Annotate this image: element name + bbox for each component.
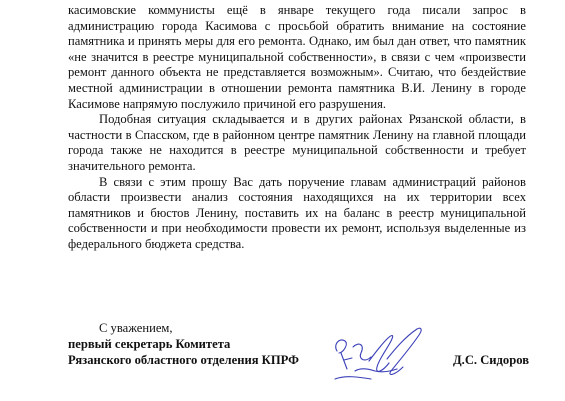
closing-regards: С уважением, [99,321,173,335]
signer-position-line-2: Рязанского областного отделения КПРФ [68,353,299,367]
signer-position-line-1: первый секретарь Комитета [68,337,231,351]
handwritten-signature [325,323,435,391]
closing-block [68,320,368,368]
paragraph-2: Подобная ситуация складывается и в других районах Рязанской области, в частности в Спасском, где в районном центре памятник Ленину на главной площади города также не находится в реестре муниципальной собственности и требует значительного ремонта. [68,112,526,173]
paragraph-3: В связи с этим прошу Вас дать поручение главам администраций районов области произвести анализ состояния находящихся на их территории всех памятников и бюстов Ленину, поставить их на баланс в реестр муниципальной собственности и при необходимости провести их ремонт, используя выделенные из федерального бюджета средства. [68,174,526,251]
letter-body [68,3,526,253]
paragraph-1: касимовские коммунисты ещё в январе текущего года писали запрос в администрацию города Касимова с просьбой обратить внимание на состояние памятника и принять меры для его ремонта. Однако, им был дан ответ, что памятник «не значится в реестре муниципальной собственности», в связи с чем «произвести ремонт данного объекта не представляется возможным». Считаю, что бездействие местной администрации в отношении ремонта памятника В.И. Ленину в городе Касимове напрямую послужило причиной его разрушения. [68,3,526,111]
signer-name: Д.С. Сидоров [453,353,530,367]
